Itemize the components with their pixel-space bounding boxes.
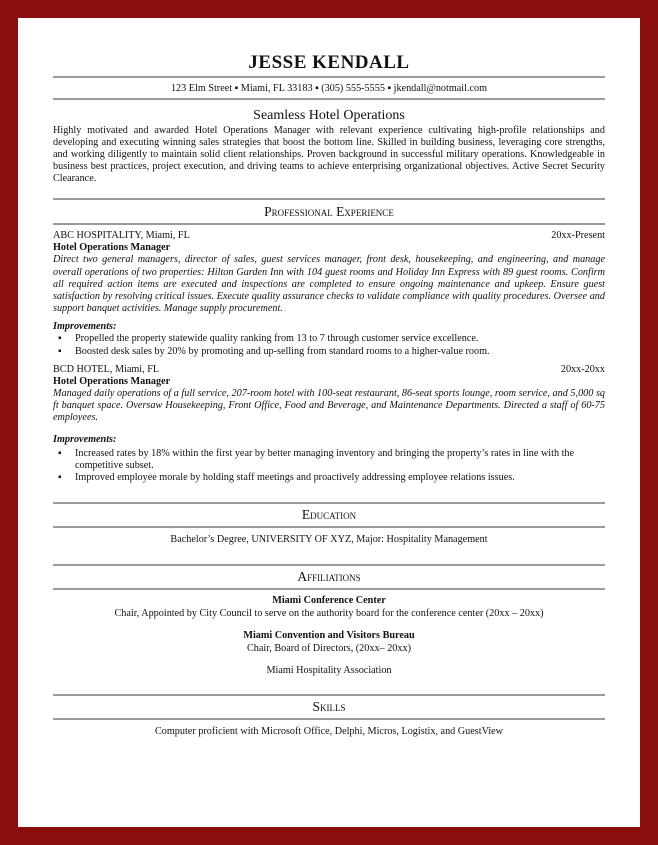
improvements-list: [53, 333, 605, 357]
resume-page: [18, 18, 640, 827]
section-rule: [53, 588, 605, 590]
job-description: Managed daily operations of a full service, 207-room hotel with 100-seat restaurant, 86-seat sports lounge, room service, and 5,000 sq ft banquet space. Oversaw Housekeeping, Front Office, Food and Beverage, and Maintenance Departments. Directed a staff of 60-75 employees.: [53, 387, 605, 424]
header-rule-bottom: [53, 98, 605, 100]
section-rule: [53, 198, 605, 200]
skills-section: [53, 694, 605, 738]
job-entry-2: [53, 364, 605, 484]
list-item: ▪ Improved employee morale by holding staff meetings and proactively addressing employee relations issues.: [53, 472, 605, 484]
job-title: Hotel Operations Manager: [53, 375, 171, 387]
affiliation-role: Chair, Board of Directors, (20xx– 20xx): [247, 643, 411, 655]
experience-section: [53, 198, 605, 484]
job-company: ABC HOSPITALITY, Miami, FL: [53, 230, 190, 242]
skills-text: Computer proficient with Microsoft Office, Delphi, Micros, Logistix, and GuestView: [154, 726, 504, 738]
improvements-label: Improvements:: [53, 433, 117, 445]
affiliation-other: Miami Hospitality Association: [266, 665, 392, 677]
resume-headline: Seamless Hotel Operations: [253, 108, 405, 123]
job-company: BCD HOTEL, Miami, FL: [53, 363, 160, 375]
job-dates: 20xx-Present: [551, 230, 605, 242]
header-rule-top: [53, 76, 605, 78]
list-item: ▪ Boosted desk sales by 20% by promoting and up-selling from standard rooms to a higher-value room.: [53, 346, 605, 358]
affiliations-section: [53, 564, 605, 677]
job-header: [53, 230, 605, 242]
improvements-list: [53, 448, 605, 485]
education-degree: Bachelor’s Degree, UNIVERSITY OF XYZ, Major: Hospitality Management: [170, 534, 488, 546]
section-rule: [53, 694, 605, 696]
skills-heading: Skills: [312, 699, 346, 715]
section-rule: [53, 502, 605, 504]
affiliation-role: Chair, Appointed by City Council to serve on the authority board for the conference center (20xx – 20xx): [114, 608, 544, 620]
list-item: ▪ Increased rates by 18% within the first year by better managing inventory and bringing the property’s rates in line with the competitive subset.: [53, 448, 605, 472]
improvements-label: Improvements:: [53, 321, 117, 333]
job-entry-1: [53, 230, 605, 357]
job-dates: 20xx-20xx: [560, 363, 605, 375]
summary-paragraph: Highly motivated and awarded Hotel Operations Manager with relevant experience cultivating high-profile relationships and developing and executing winning sales strategies that boost the bottom line. Skilled in building business, leveraging core strengths, and working diligently to maintain solid client relationships. Proven background in successful military operations. Knowledgeable in business best practices, project execution, and driving teams to achieve enterprising organizational objectives. Active Secret Security Clearance.: [53, 125, 605, 185]
section-rule: [53, 564, 605, 566]
candidate-name: JESSE KENDALL: [248, 52, 410, 73]
experience-heading: Professional Experience: [264, 204, 394, 220]
affiliation-org: Miami Convention and Visitors Bureau: [243, 630, 415, 642]
affiliation-org: Miami Conference Center: [272, 595, 386, 607]
job-description: Direct two general managers, director of sales, guest services manager, front desk, housekeeping, and engineering, and manage overall operations of two properties: Hilton Garden Inn with 104 guest rooms and Holiday Inn Express with 89 guest rooms. Confirm all required action items are executed and inspections are completed to ensure ongoing maintenance and upkeep. Ensure guest satisfaction by resolving critical issues. Execute quality assurance checks to validate compliance with quality procedures. Oversee and support banquet activities. Manage supply procurement.: [53, 254, 605, 315]
section-rule: [53, 718, 605, 720]
education-section: [53, 502, 605, 546]
education-heading: Education: [301, 507, 357, 523]
section-rule: [53, 526, 605, 528]
job-title: Hotel Operations Manager: [53, 242, 171, 254]
section-rule: [53, 223, 605, 225]
job-header: [53, 364, 605, 376]
contact-line: 123 Elm Street ▪ Miami, FL 33183 ▪ (305) 555-5555 ▪ jkendall@notmail.com: [170, 83, 488, 94]
affiliations-heading: Affiliations: [297, 569, 361, 585]
list-item: ▪ Propelled the property statewide quality ranking from 13 to 7 through customer service excellence.: [53, 333, 605, 345]
